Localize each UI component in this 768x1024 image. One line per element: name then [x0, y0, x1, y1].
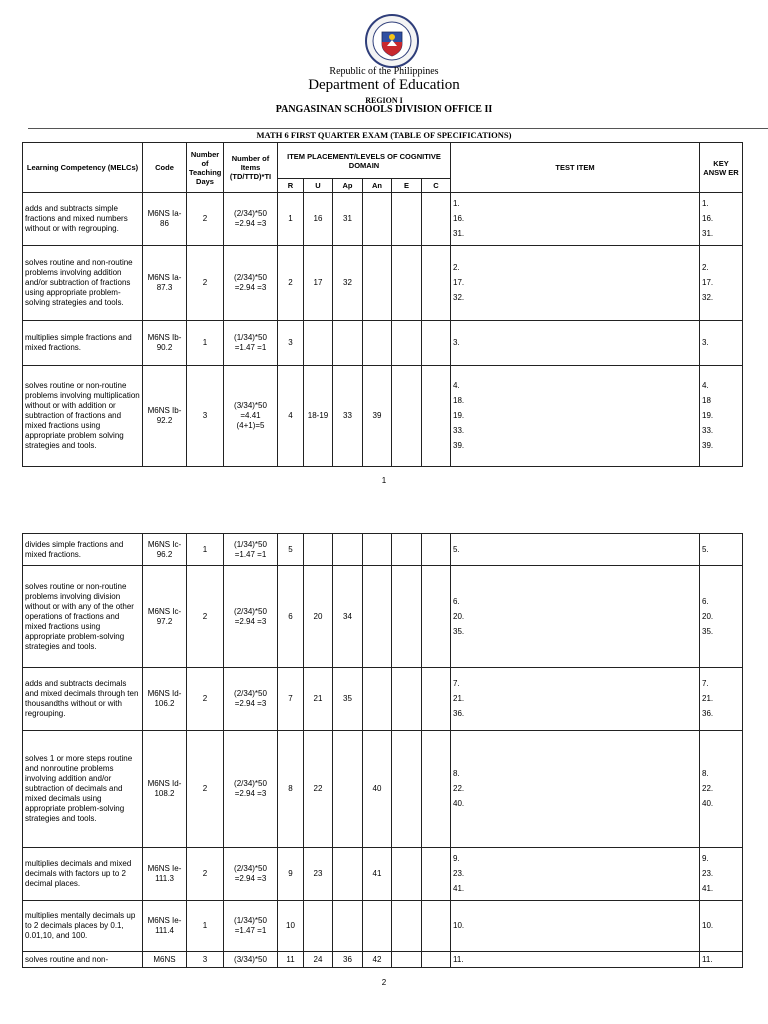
items-formula-cell: (2/34)*50 =2.94 =3: [224, 848, 278, 901]
key-answer-number: 40.: [702, 799, 714, 808]
level-c-cell: [422, 321, 451, 366]
key-answer-cell: [700, 534, 743, 566]
competency-cell: multiplies mentally decimals up to 2 decimals places by 0.1, 0.01,10, and 100.: [23, 901, 143, 952]
region-line: REGION I: [365, 96, 403, 105]
test-item-cell: [451, 246, 700, 321]
items-formula-cell: (2/34)*50 =2.94 =3: [224, 566, 278, 668]
test-item-number: 6.: [453, 596, 460, 606]
test-item-number: 41.: [453, 884, 465, 893]
republic-line: Republic of the Philippines: [329, 66, 439, 77]
test-item-number: 21.: [453, 694, 465, 703]
key-answer-number: 39.: [702, 441, 714, 450]
table-row: [23, 731, 743, 848]
test-item-number: 36.: [453, 709, 465, 718]
key-answer-cell: [700, 731, 743, 848]
level-r-cell: 6: [278, 566, 304, 668]
teaching-days-cell: 3: [187, 366, 224, 467]
code-cell: M6NS Ie-111.3: [143, 848, 187, 901]
table-row: [23, 246, 743, 321]
level-e-cell: [392, 321, 422, 366]
items-formula-cell: (2/34)*50 =2.94 =3: [224, 246, 278, 321]
teaching-days-cell: 2: [187, 193, 224, 246]
test-item-cell: [451, 901, 700, 952]
test-item-cell: [451, 193, 700, 246]
items-formula-cell: (1/34)*50 =1.47 =1: [224, 901, 278, 952]
key-answer-cell: [700, 901, 743, 952]
key-answer-cell: [700, 668, 743, 731]
tos-table-page-1: [22, 142, 743, 467]
key-answer-number: 18: [702, 396, 711, 405]
competency-cell: adds and subtracts decimals and mixed decimals through ten thousandths without or with regrouping.: [23, 668, 143, 731]
level-r-cell: 9: [278, 848, 304, 901]
code-cell: M6NS Ic-97.2: [143, 566, 187, 668]
level-r-cell: 10: [278, 901, 304, 952]
code-cell: M6NS Ia-87.3: [143, 246, 187, 321]
test-item-cell: [451, 566, 700, 668]
key-answer-number: 9.: [702, 854, 709, 863]
test-item-number: 19.: [453, 411, 465, 420]
items-formula-cell: (1/34)*50 =1.47 =1: [224, 321, 278, 366]
level-u-cell: 20: [304, 566, 333, 668]
level-e-cell: [392, 566, 422, 668]
key-answer-cell: [700, 566, 743, 668]
key-answer-cell: [700, 952, 743, 968]
level-an-cell: [363, 321, 392, 366]
level-ap-cell: [333, 321, 363, 366]
test-item-number: 5.: [453, 544, 460, 554]
level-c-cell: [422, 366, 451, 467]
test-item-cell: [451, 731, 700, 848]
test-item-number: 20.: [453, 611, 465, 621]
level-ap-cell: 31: [333, 193, 363, 246]
code-cell: M6NS Ic-96.2: [143, 534, 187, 566]
level-r-cell: 4: [278, 366, 304, 467]
key-answer-cell: [700, 848, 743, 901]
table-row: [23, 193, 743, 246]
code-cell: M6NS Ia-86: [143, 193, 187, 246]
teaching-days-cell: 3: [187, 952, 224, 968]
key-answer-number: 1.: [702, 199, 709, 208]
test-item-number: 9.: [453, 854, 460, 863]
level-u-cell: 24: [304, 952, 333, 968]
test-item-number: 23.: [453, 869, 465, 878]
level-u-cell: [304, 321, 333, 366]
division-office: PANGASINAN SCHOOLS DIVISION OFFICE II: [275, 104, 493, 115]
level-u-cell: 16: [304, 193, 333, 246]
level-u-cell: 21: [304, 668, 333, 731]
level-c-cell: [422, 901, 451, 952]
competency-cell: solves routine and non-: [23, 952, 143, 968]
competency-cell: solves routine or non-routine problems involving division without or with any of the other operations of fractions and mixed fractions using appropriate problem-solving strategies and tools.: [23, 566, 143, 668]
table-row: [23, 901, 743, 952]
items-formula-cell: (2/34)*50 =2.94 =3: [224, 731, 278, 848]
table-row: [23, 668, 743, 731]
header-key-answer: KEY ANSW ER: [700, 143, 743, 193]
test-item-number: 39.: [453, 441, 465, 450]
level-u-cell: 22: [304, 731, 333, 848]
page-number: 2: [381, 978, 387, 987]
level-an-cell: 39: [363, 366, 392, 467]
level-ap-cell: [333, 731, 363, 848]
level-r-cell: 3: [278, 321, 304, 366]
code-cell: M6NS: [143, 952, 187, 968]
competency-cell: divides simple fractions and mixed fractions.: [23, 534, 143, 566]
test-item-number: 1.: [453, 199, 460, 208]
header-test-item: TEST ITEM: [451, 143, 700, 193]
level-c-cell: [422, 193, 451, 246]
competency-cell: multiplies simple fractions and mixed fractions.: [23, 321, 143, 366]
level-r-cell: 8: [278, 731, 304, 848]
test-item-number: 3.: [453, 338, 460, 347]
teaching-days-cell: 2: [187, 668, 224, 731]
test-item-number: 18.: [453, 396, 465, 405]
code-cell: M6NS Ie-111.4: [143, 901, 187, 952]
table-row: [23, 952, 743, 968]
level-r-cell: 2: [278, 246, 304, 321]
code-cell: M6NS Id-108.2: [143, 731, 187, 848]
key-answer-number: 10.: [702, 921, 714, 930]
key-answer-number: 21.: [702, 694, 714, 703]
competency-cell: solves routine and non-routine problems involving addition and/or subtraction of fractions using appropriate problem-solving strategies and tools.: [23, 246, 143, 321]
teaching-days-cell: 1: [187, 321, 224, 366]
test-item-number: 16.: [453, 214, 465, 223]
test-item-cell: [451, 848, 700, 901]
tos-table-page-2: [22, 533, 743, 968]
header-level-r: R: [278, 179, 304, 193]
items-formula-cell: (2/34)*50 =2.94 =3: [224, 193, 278, 246]
test-item-number: 35.: [453, 626, 465, 636]
header-divider: [28, 128, 768, 129]
key-answer-number: 20.: [702, 611, 714, 621]
key-answer-number: 31.: [702, 229, 714, 238]
level-ap-cell: [333, 534, 363, 566]
level-u-cell: 23: [304, 848, 333, 901]
teaching-days-cell: 1: [187, 901, 224, 952]
level-e-cell: [392, 193, 422, 246]
table-row: [23, 534, 743, 566]
items-formula-cell: (2/34)*50 =2.94 =3: [224, 668, 278, 731]
level-c-cell: [422, 534, 451, 566]
table-row: [23, 566, 743, 668]
level-c-cell: [422, 952, 451, 968]
table-row: [23, 848, 743, 901]
test-item-cell: [451, 366, 700, 467]
test-item-number: 32.: [453, 293, 465, 302]
test-item-cell: [451, 668, 700, 731]
key-answer-number: 35.: [702, 626, 714, 636]
code-cell: M6NS Ib-92.2: [143, 366, 187, 467]
key-answer-cell: [700, 321, 743, 366]
test-item-number: 7.: [453, 679, 460, 688]
teaching-days-cell: 2: [187, 848, 224, 901]
items-formula-cell: (3/34)*50 =4.41 (4+1)=5: [224, 366, 278, 467]
teaching-days-cell: 1: [187, 534, 224, 566]
header-level-c: C: [422, 179, 451, 193]
test-item-number: 33.: [453, 426, 465, 435]
test-item-cell: [451, 534, 700, 566]
key-answer-number: 32.: [702, 293, 714, 302]
test-item-number: 31.: [453, 229, 465, 238]
level-an-cell: [363, 246, 392, 321]
level-e-cell: [392, 366, 422, 467]
level-c-cell: [422, 668, 451, 731]
level-ap-cell: 36: [333, 952, 363, 968]
header-number-of-items: Number of Items (TD/TTD)*TI: [224, 143, 278, 193]
key-answer-cell: [700, 193, 743, 246]
level-u-cell: [304, 901, 333, 952]
level-c-cell: [422, 848, 451, 901]
department-name: Department of Education: [308, 77, 460, 93]
level-an-cell: [363, 193, 392, 246]
level-r-cell: 7: [278, 668, 304, 731]
test-item-number: 22.: [453, 784, 465, 793]
key-answer-number: 4.: [702, 381, 709, 390]
test-item-number: 8.: [453, 769, 460, 778]
key-answer-number: 7.: [702, 679, 709, 688]
level-e-cell: [392, 246, 422, 321]
level-e-cell: [392, 901, 422, 952]
test-item-cell: [451, 952, 700, 968]
level-an-cell: [363, 901, 392, 952]
key-answer-number: 17.: [702, 278, 714, 287]
level-ap-cell: 32: [333, 246, 363, 321]
key-answer-number: 2.: [702, 263, 709, 272]
table-row: [23, 366, 743, 467]
key-answer-number: 16.: [702, 214, 714, 223]
test-item-cell: [451, 321, 700, 366]
level-an-cell: [363, 566, 392, 668]
key-answer-number: 41.: [702, 884, 714, 893]
level-r-cell: 1: [278, 193, 304, 246]
exam-title: MATH 6 FIRST QUARTER EXAM (TABLE OF SPECIFICATIONS): [256, 130, 512, 140]
deped-seal-icon: [365, 14, 419, 68]
teaching-days-cell: 2: [187, 566, 224, 668]
table-row: [23, 321, 743, 366]
level-c-cell: [422, 566, 451, 668]
key-answer-number: 22.: [702, 784, 714, 793]
key-answer-number: 19.: [702, 411, 714, 420]
header-item-placement: ITEM PLACEMENT/LEVELS OF COGNITIVE DOMAIN: [278, 143, 451, 179]
level-ap-cell: 35: [333, 668, 363, 731]
header-level-an: An: [363, 179, 392, 193]
header-teaching-days: Number of Teaching Days: [187, 143, 224, 193]
test-item-number: 4.: [453, 381, 460, 390]
level-r-cell: 5: [278, 534, 304, 566]
header-competency: Learning Competency (MELCs): [23, 143, 143, 193]
key-answer-cell: [700, 246, 743, 321]
level-c-cell: [422, 246, 451, 321]
competency-cell: adds and subtracts simple fractions and mixed numbers without or with regrouping.: [23, 193, 143, 246]
level-ap-cell: [333, 901, 363, 952]
level-e-cell: [392, 848, 422, 901]
level-an-cell: 40: [363, 731, 392, 848]
test-item-number: 40.: [453, 799, 465, 808]
level-u-cell: 18-19: [304, 366, 333, 467]
key-answer-number: 23.: [702, 869, 714, 878]
page-number: 1: [381, 476, 387, 485]
level-e-cell: [392, 668, 422, 731]
key-answer-cell: [700, 366, 743, 467]
level-u-cell: 17: [304, 246, 333, 321]
code-cell: M6NS Ib-90.2: [143, 321, 187, 366]
key-answer-number: 36.: [702, 709, 714, 718]
items-formula-cell: (3/34)*50: [224, 952, 278, 968]
key-answer-number: 8.: [702, 769, 709, 778]
header-level-ap: Ap: [333, 179, 363, 193]
competency-cell: solves 1 or more steps routine and nonroutine problems involving addition and/or subtraction of decimals and mixed decimals using appropriate problem-solving strategies and tools.: [23, 731, 143, 848]
level-an-cell: [363, 534, 392, 566]
items-formula-cell: (1/34)*50 =1.47 =1: [224, 534, 278, 566]
level-an-cell: 42: [363, 952, 392, 968]
test-item-number: 10.: [453, 921, 465, 930]
level-an-cell: 41: [363, 848, 392, 901]
key-answer-number: 6.: [702, 596, 709, 606]
level-r-cell: 11: [278, 952, 304, 968]
key-answer-number: 11.: [702, 954, 713, 964]
level-ap-cell: 33: [333, 366, 363, 467]
test-item-number: 2.: [453, 263, 460, 272]
test-item-number: 17.: [453, 278, 465, 287]
level-u-cell: [304, 534, 333, 566]
level-e-cell: [392, 731, 422, 848]
code-cell: M6NS Id-106.2: [143, 668, 187, 731]
header-level-e: E: [392, 179, 422, 193]
teaching-days-cell: 2: [187, 246, 224, 321]
key-answer-number: 3.: [702, 338, 709, 347]
level-e-cell: [392, 952, 422, 968]
key-answer-number: 5.: [702, 544, 709, 554]
level-ap-cell: [333, 848, 363, 901]
header-code: Code: [143, 143, 187, 193]
level-an-cell: [363, 668, 392, 731]
header-level-u: U: [304, 179, 333, 193]
competency-cell: solves routine or non-routine problems involving multiplication without or with addition or subtraction of fractions and mixed fractions using appropriate problem solving strategies and tools.: [23, 366, 143, 467]
level-e-cell: [392, 534, 422, 566]
competency-cell: multiplies decimals and mixed decimals with factors up to 2 decimal places.: [23, 848, 143, 901]
level-ap-cell: 34: [333, 566, 363, 668]
teaching-days-cell: 2: [187, 731, 224, 848]
key-answer-number: 33.: [702, 426, 714, 435]
level-c-cell: [422, 731, 451, 848]
test-item-number: 11.: [453, 954, 464, 964]
